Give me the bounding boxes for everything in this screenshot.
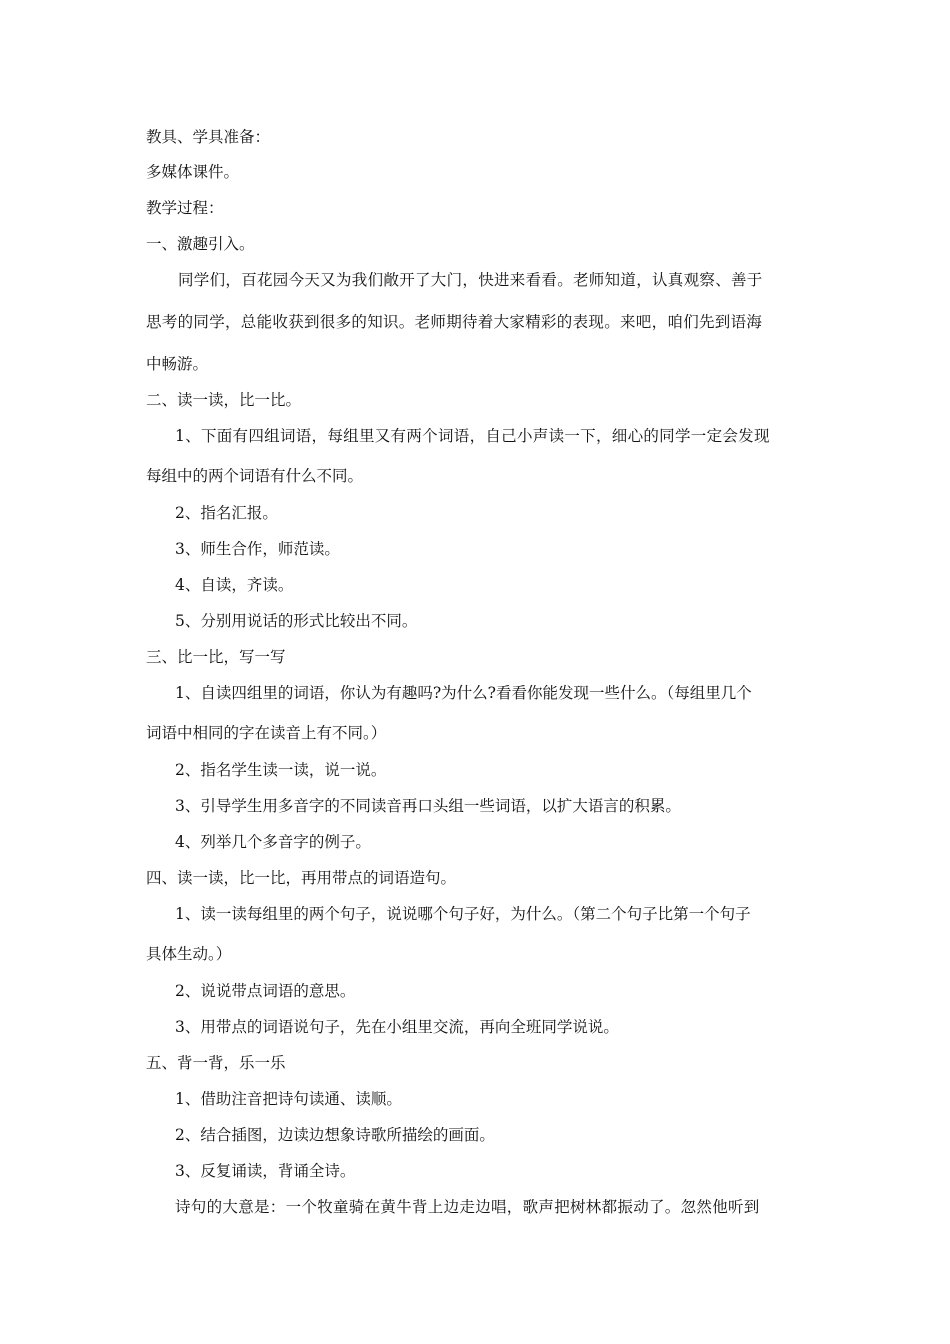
list-item-continued: 词语中相同的字在读音上有不同。） — [146, 724, 387, 742]
list-item: 4、自读，齐读。 — [175, 576, 294, 594]
section-2-heading: 二、读一读，比一比。 — [146, 391, 302, 409]
process-heading: 教学过程： — [146, 199, 224, 217]
list-item: 2、指名汇报。 — [175, 504, 278, 522]
paragraph-line: 中畅游。 — [146, 355, 209, 373]
list-item: 2、结合插图，边读边想象诗歌所描绘的画面。 — [175, 1126, 495, 1144]
materials-text: 多媒体课件。 — [146, 163, 240, 181]
list-item: 1、自读四组里的词语，你认为有趣吗?为什么?看看你能发现一些什么。（每组里几个 — [175, 684, 752, 702]
paragraph-line: 思考的同学，总能收获到很多的知识。老师期待着大家精彩的表现。来吧，咱们先到语海 — [146, 313, 763, 331]
list-item: 1、借助注音把诗句读通、读顺。 — [175, 1090, 402, 1108]
list-item-continued: 具体生动。） — [146, 945, 232, 963]
section-4-heading: 四、读一读，比一比，再用带点的词语造句。 — [146, 869, 457, 887]
list-item: 2、指名学生读一读，说一说。 — [175, 761, 387, 779]
section-3-heading: 三、比一比，写一写 — [146, 648, 286, 666]
list-item: 3、用带点的词语说句子，先在小组里交流，再向全班同学说说。 — [175, 1018, 619, 1036]
paragraph-line: 同学们，百花园今天又为我们敞开了大门，快进来看看。老师知道，认真观察、善于 — [178, 271, 763, 289]
list-item: 2、说说带点词语的意思。 — [175, 982, 356, 1000]
list-item: 3、师生合作，师范读。 — [175, 540, 340, 558]
list-item-continued: 每组中的两个词语有什么不同。 — [146, 467, 364, 485]
section-5-heading: 五、背一背，乐一乐 — [146, 1054, 286, 1072]
materials-heading: 教具、学具准备： — [146, 128, 271, 146]
paragraph-line: 诗句的大意是：一个牧童骑在黄牛背上边走边唱，歌声把树林都振动了。忽然他听到 — [175, 1198, 760, 1216]
list-item: 3、反复诵读，背诵全诗。 — [175, 1162, 356, 1180]
list-item: 1、读一读每组里的两个句子，说说哪个句子好，为什么。（第二个句子比第一个句子 — [175, 905, 751, 923]
list-item: 4、列举几个多音字的例子。 — [175, 833, 371, 851]
section-1-heading: 一、激趣引入。 — [146, 235, 255, 253]
list-item: 1、下面有四组词语，每组里又有两个词语，自己小声读一下，细心的同学一定会发现 — [175, 427, 770, 445]
list-item: 3、引导学生用多音字的不同读音再口头组一些词语，以扩大语言的积累。 — [175, 797, 681, 815]
list-item: 5、分别用说话的形式比较出不同。 — [175, 612, 418, 630]
